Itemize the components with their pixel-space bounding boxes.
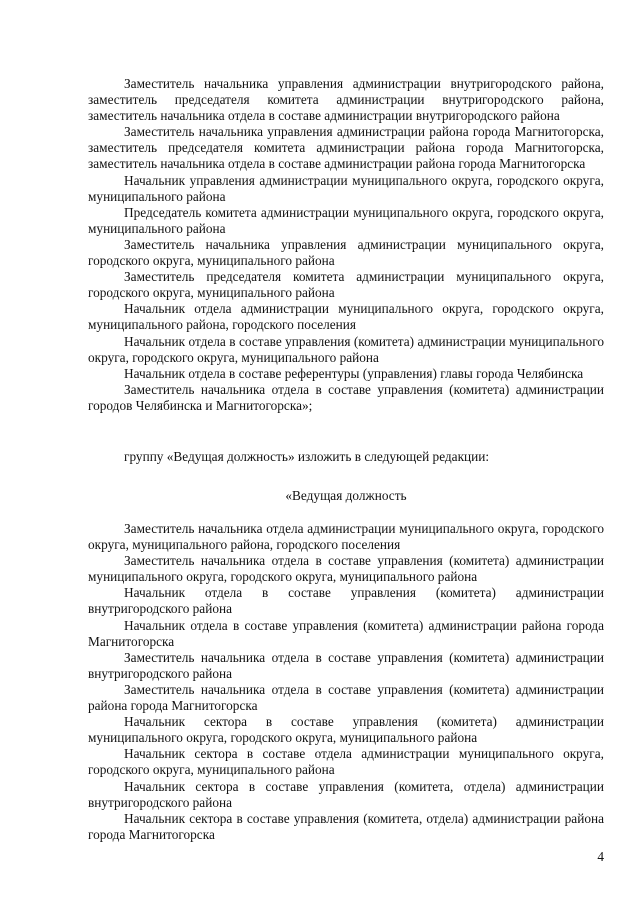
position-list-previous-group: [88, 76, 604, 414]
page-number: 4: [597, 849, 604, 864]
position-item: Председатель комитета администрации муниципального округа, городского округа, муниципального района: [88, 204, 604, 236]
position-item: Начальник отдела в составе референтуры (управления) главы города Челябинска: [124, 365, 584, 381]
position-item: Начальник сектора в составе управления (комитета, отдела) администрации внутригородского района: [88, 778, 604, 810]
position-item: Начальник сектора в составе управления (комитета) администрации муниципального округа, городского округа, муниципального района: [88, 714, 604, 746]
position-item: Заместитель начальника отдела администрации муниципального округа, городского округа, муниципального района, городского поселения: [88, 521, 604, 553]
position-item: Начальник сектора в составе управления (комитета, отдела) администрации района города Магнитогорска: [88, 810, 604, 842]
position-item: Начальник сектора в составе отдела администрации муниципального округа, городского округа, муниципального района: [88, 746, 604, 778]
position-item: Заместитель начальника отдела в составе управления (комитета) администрации городов Челябинска и Магнитогорска»;: [88, 381, 604, 413]
position-item: Заместитель начальника управления администрации внутригородского района, заместитель председателя комитета администрации внутригородского района, заместитель начальника отдела в составе администрации внутригородского района: [88, 76, 604, 124]
position-item: Заместитель начальника управления администрации района города Магнитогорска, заместитель председателя комитета администрации района города Магнитогорска, заместитель начальника отдела в составе администрации района города Магнитогорска: [88, 124, 604, 172]
instruction-line: группу «Ведущая должность» изложить в следующей редакции:: [124, 449, 490, 464]
position-item: Заместитель председателя комитета администрации муниципального округа, городского округа, муниципального района: [88, 269, 604, 301]
position-item: Заместитель начальника отдела в составе управления (комитета) администрации района города Магнитогорска: [88, 681, 604, 714]
group-heading: «Ведущая должность: [285, 488, 407, 503]
position-item: Начальник отдела в составе управления (комитета) администрации внутригородского района: [88, 585, 604, 617]
position-item: Начальник отдела в составе управления (комитета) администрации района города Магнитогорска: [88, 617, 604, 649]
position-item: Заместитель начальника отдела в составе управления (комитета) администрации муниципального округа, городского округа, муниципального района: [88, 553, 604, 585]
position-item: Начальник управления администрации муниципального округа, городского округа, муниципального района: [88, 172, 604, 204]
position-item: Заместитель начальника отдела в составе управления (комитета) администрации внутригородского района: [88, 649, 604, 681]
position-item: Начальник отдела в составе управления (комитета) администрации муниципального округа, городского округа, муниципального района: [88, 333, 604, 365]
position-item: Заместитель начальника управления администрации муниципального округа, городского округа, муниципального района: [88, 236, 604, 269]
position-item: Начальник отдела администрации муниципального округа, городского округа, муниципального района, городского поселения: [88, 301, 604, 333]
position-list-leading-group: [88, 521, 604, 843]
